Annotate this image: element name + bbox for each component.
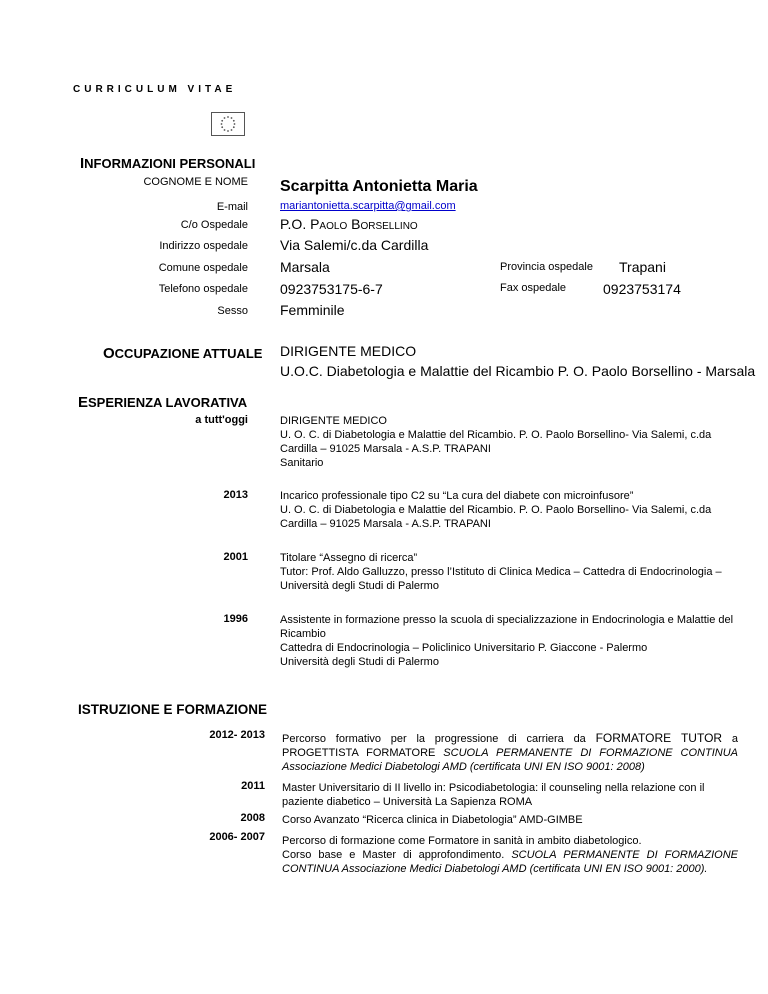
hospital-value: P.O. Paolo Borsellino [280, 216, 418, 232]
label-phone: Telefono ospedale [158, 283, 248, 295]
label-name: COGNOME E NOME [143, 176, 248, 188]
experience-entry: Titolare “Assegno di ricerca” Tutor: Prof. Aldo Galluzzo, presso l’Istituto di Clinica Medica – Cattedra di Endocrinologia – Università degli Studi di Palermo [280, 552, 722, 592]
eu-flag-logo [211, 112, 245, 136]
experience-date: a tutt'oggi [195, 414, 248, 426]
address-value: Via Salemi/c.da Cardilla [280, 237, 429, 253]
label-city: Comune ospedale [158, 262, 248, 274]
education-date: 2012- 2013 [209, 729, 265, 741]
education-entry: Percorso di formazione come Formatore in sanità in ambito diabetologico. Corso base e Master di approfondimento. SCUOLA PERMANENTE DI FORMAZIONE CONTINUA Associazione Medici Diabetologi AMD (certificata UNI EN ISO 9001: 2000). [282, 835, 738, 875]
occupation-heading: OCCUPAZIONE ATTUALE [103, 345, 263, 362]
education-date: 2011 [241, 780, 265, 792]
fax-value: 0923753174 [603, 281, 681, 297]
label-address: Indirizzo ospedale [159, 240, 248, 252]
education-entry: Percorso formativo per la progressione di carriera da FORMATORE TUTOR a PROGETTISTA FORMATORE SCUOLA PERMANENTE DI FORMAZIONE CONTINUA Associazione Medici Diabetologi AMD (certificata UNI EN ISO 9001: 2008) [282, 731, 738, 773]
experience-entry: Assistente in formazione presso la scuola di specializzazione in Endocrinologia e Malattie del Ricambio Cattedra di Endocrinologia – Policlinico Universitario P. Giaccone - Palermo Università degli Studi di Palermo [280, 614, 734, 668]
education-date: 2006- 2007 [209, 831, 265, 843]
label-fax: Fax ospedale [500, 282, 567, 294]
experience-date: 1996 [223, 613, 248, 625]
label-province: Provincia ospedale [500, 261, 593, 273]
education-heading: ISTRUZIONE E FORMAZIONE [78, 702, 267, 717]
label-hospital: C/o Ospedale [180, 219, 248, 231]
occupation-title: DIRIGENTE MEDICO [280, 343, 417, 359]
experience-entry: Incarico professionale tipo C2 su “La cura del diabete con microinfusore” U. O. C. di Diabetologia e Malattie del Ricambio. P. O. Paolo Borsellino- Via Salemi, c.da Cardilla – 91025 Marsala - A.S.P. TRAPANI [280, 490, 712, 530]
province-value: Trapani [619, 259, 666, 275]
full-name: Scarpitta Antonietta Maria [280, 178, 478, 195]
education-date: 2008 [240, 812, 265, 824]
cv-title: CURRICULUM VITAE [73, 84, 237, 95]
experience-heading: ESPERIENZA LAVORATIVA [78, 394, 248, 411]
sex-value: Femminile [280, 302, 345, 318]
experience-date: 2013 [223, 489, 248, 501]
experience-date: 2001 [223, 551, 248, 563]
experience-entry: DIRIGENTE MEDICO U. O. C. di Diabetologia e Malattie del Ricambio. P. O. Paolo Borsellino- Via Salemi, c.da Cardilla – 91025 Marsala - A.S.P. TRAPANI Sanitario [280, 415, 712, 469]
occupation-unit: U.O.C. Diabetologia e Malattie del Ricambio P. O. Paolo Borsellino - Marsala [280, 363, 756, 379]
education-entry: Corso Avanzato “Ricerca clinica in Diabetologia” AMD-GIMBE [282, 814, 583, 826]
email-link[interactable]: mariantonietta.scarpitta@gmail.com [280, 200, 456, 212]
label-email: E-mail [216, 201, 248, 213]
phone-value: 0923753175-6-7 [280, 281, 383, 297]
personal-info-heading: INFORMAZIONI PERSONALI [80, 155, 256, 172]
city-value: Marsala [280, 259, 330, 275]
label-sex: Sesso [217, 305, 248, 317]
education-entry: Master Universitario di II livello in: Psicodiabetologia: il counseling nella relazione con il paziente diabetico – Università La Sapienza ROMA [282, 782, 705, 808]
